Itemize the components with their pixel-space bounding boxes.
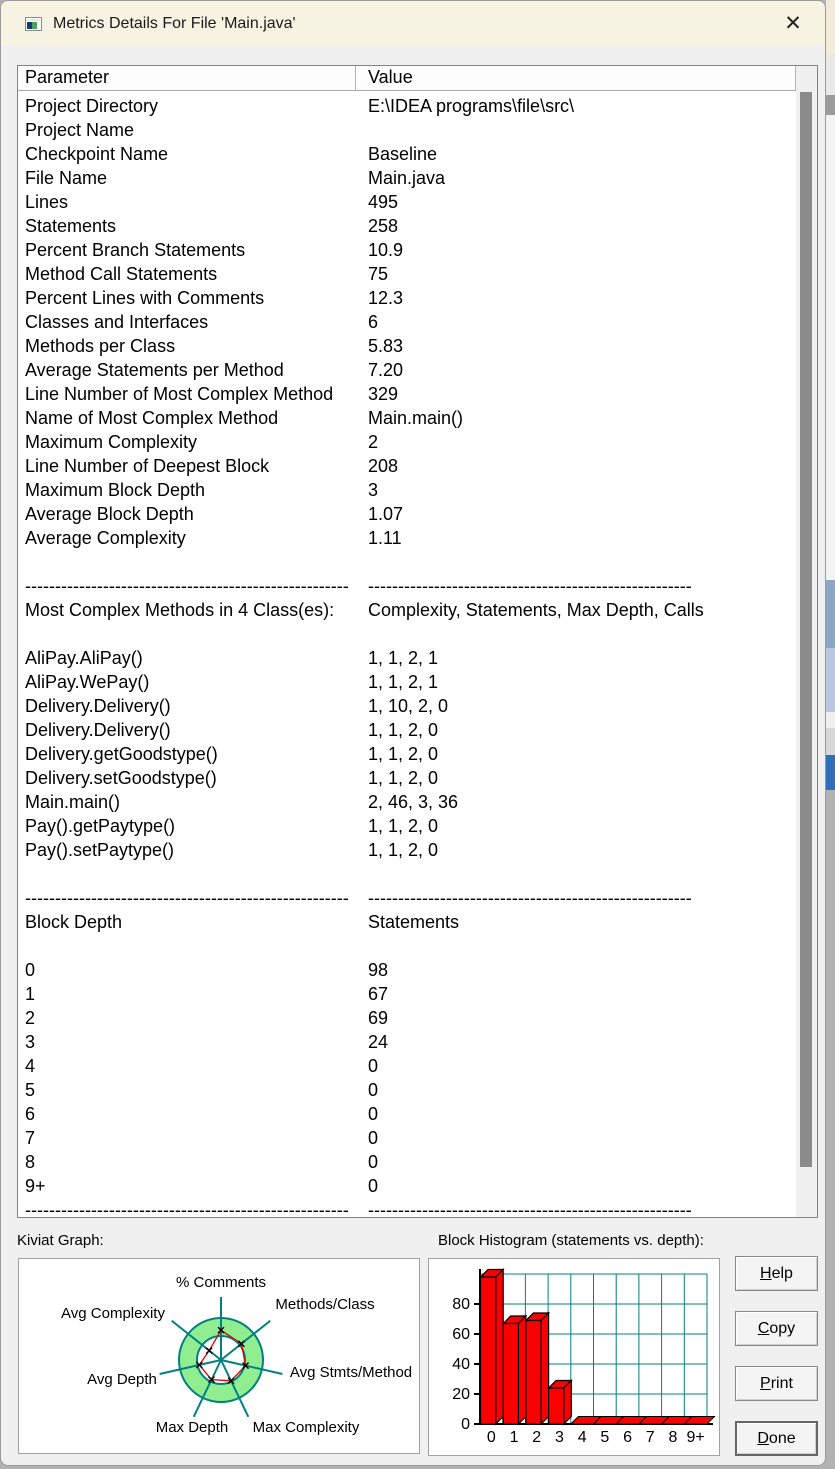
bg-segment [826,728,835,755]
parameter-cell: Maximum Complexity [25,432,198,452]
value-cell: ------------------------------------------------------ [368,888,692,908]
value-cell: 1.11 [368,528,402,548]
kiviat-axis-label: Methods/Class [275,1296,375,1313]
table-row [18,1126,796,1150]
value-cell [356,934,796,958]
value-cell: Baseline [368,144,438,164]
bg-segment [826,755,835,790]
kiviat-radar-chart [19,1259,419,1453]
table-body [18,91,796,1217]
column-header-value[interactable]: Value [356,66,796,90]
parameter-cell: Name of Most Complex Method [25,408,279,428]
parameter-cell: 4 [25,1056,36,1076]
parameter-cell: 1 [25,984,36,1004]
value-cell: 0 [368,1128,379,1148]
bg-segment [826,712,835,728]
bg-segment [826,790,835,1469]
copy-button[interactable]: C opy [735,1311,818,1346]
y-tick-label: 40 [452,1356,470,1373]
table-row [18,790,796,814]
y-tick-label: 20 [452,1386,470,1403]
table-row [18,142,796,166]
value-cell: 75 [368,264,389,284]
parameter-cell: ------------------------------------------------------ [25,888,349,908]
x-tick-label: 5 [600,1429,610,1446]
table-row [18,238,796,262]
kiviat-axis-label: Max Depth [155,1419,229,1436]
value-cell: 0 [368,1056,379,1076]
table-row [18,478,796,502]
value-cell: 67 [368,984,389,1004]
parameter-cell: Delivery.setGoodstype() [25,768,217,788]
kiviat-axis-label: Avg Depth [87,1371,157,1388]
y-tick-label: 0 [461,1416,470,1433]
parameter-cell: Line Number of Most Complex Method [25,384,334,404]
value-cell: 98 [368,960,389,980]
table-row [18,94,796,118]
parameter-cell: ------------------------------------------------------ [25,576,349,596]
parameter-cell: Project Directory [25,96,159,116]
table-row [18,646,796,670]
parameter-cell: Average Block Depth [25,504,194,524]
bg-segment [826,648,835,712]
parameter-cell: AliPay.WePay() [25,672,150,692]
table-row [18,694,796,718]
value-cell: 12.3 [368,288,404,308]
value-cell: ------------------------------------------------------ [368,576,692,596]
parameter-cell: Methods per Class [25,336,176,356]
parameter-cell: 6 [25,1104,36,1124]
table-row [18,814,796,838]
value-cell: 1, 1, 2, 0 [368,720,439,740]
block-histogram-chart [429,1259,719,1455]
vertical-scrollbar[interactable] [796,66,817,1217]
table-row [18,382,796,406]
table-row [18,358,796,382]
parameter-cell: Average Complexity [25,528,186,548]
title-bar [1,1,825,46]
table-row [18,214,796,238]
close-icon[interactable]: ✕ [784,11,802,35]
table-row [18,118,796,142]
parameter-cell [18,550,356,574]
x-tick-label: 4 [577,1429,587,1446]
parameter-cell: Delivery.Delivery() [25,696,171,716]
table-row [18,934,796,958]
value-cell: 1, 1, 2, 0 [368,840,439,860]
parameter-cell: Maximum Block Depth [25,480,206,500]
table-row [18,190,796,214]
x-tick-label: 2 [532,1429,542,1446]
table-row [18,334,796,358]
app-icon [25,17,42,31]
value-cell: 3 [368,480,379,500]
parameter-cell: Block Depth [25,912,123,932]
table-row [18,1198,796,1217]
table-row [18,670,796,694]
table-row [18,310,796,334]
kiviat-axis-label: Avg Stmts/Method [289,1364,413,1381]
parameter-cell [18,862,356,886]
table-row [18,622,796,646]
x-tick-label: 1 [509,1429,519,1446]
table-row [18,910,796,934]
table-row [18,766,796,790]
parameter-cell: Percent Lines with Comments [25,288,265,308]
metrics-table-main [18,66,796,1217]
value-cell: 258 [368,216,399,236]
table-row [18,286,796,310]
table-row [18,598,796,622]
table-row [18,262,796,286]
value-cell [356,862,796,886]
help-button[interactable]: H elp [735,1256,818,1291]
parameter-cell: Delivery.getGoodstype() [25,744,218,764]
kiviat-graph-label: Kiviat Graph: [17,1232,104,1249]
x-tick-label: 3 [554,1429,564,1446]
table-row [18,1078,796,1102]
value-cell: Statements [368,912,460,932]
value-cell: 2 [368,432,379,452]
table-row [18,550,796,574]
window-title: Metrics Details For File 'Main.java' [53,14,296,32]
value-cell: 24 [368,1032,389,1052]
parameter-cell: Main.main() [25,792,121,812]
table-row [18,454,796,478]
kiviat-axis-label: Max Complexity [252,1419,360,1436]
parameter-cell: Pay().setPaytype() [25,840,175,860]
done-button[interactable]: D one [735,1421,818,1456]
parameter-cell: File Name [25,168,108,188]
value-cell: 6 [368,312,379,332]
value-cell: ------------------------------------------------------ [368,1200,692,1217]
table-row [18,982,796,1006]
value-cell: 1, 1, 2, 1 [368,672,439,692]
x-tick-label: 0 [486,1429,496,1446]
value-cell: 0 [368,1080,379,1100]
table-row [18,838,796,862]
table-row [18,574,796,598]
table-row [18,502,796,526]
parameter-cell: 9+ [25,1176,46,1196]
table-row [18,430,796,454]
parameter-cell: Line Number of Deepest Block [25,456,270,476]
parameter-cell [18,934,356,958]
value-cell [356,550,796,574]
parameter-cell: Statements [25,216,117,236]
parameter-cell: 7 [25,1128,36,1148]
value-cell: 69 [368,1008,389,1028]
value-cell: 0 [368,1176,379,1196]
table-row [18,526,796,550]
table-row [18,1174,796,1198]
value-cell: E:\IDEA programs\file\src\ [368,96,575,116]
parameter-cell: Most Complex Methods in 4 Class(es): [25,600,335,620]
parameter-cell: Method Call Statements [25,264,218,284]
table-row [18,1150,796,1174]
metrics-table [17,65,818,1218]
value-cell: 1, 1, 2, 1 [368,648,439,668]
value-cell: 1, 1, 2, 0 [368,768,439,788]
bg-segment [826,115,835,580]
background-window-sliver [826,0,835,1469]
parameter-cell: Pay().getPaytype() [25,816,176,836]
table-row [18,742,796,766]
parameter-cell: 5 [25,1080,36,1100]
value-cell: Complexity, Statements, Max Depth, Calls [368,600,704,620]
table-row [18,1006,796,1030]
table-row [18,886,796,910]
table-header [18,66,796,91]
value-cell [356,622,796,646]
value-cell: 1, 1, 2, 0 [368,816,439,836]
value-cell: 1.07 [368,504,404,524]
value-cell: 5.83 [368,336,404,356]
value-cell: Main.main() [368,408,464,428]
parameter-cell: 8 [25,1152,36,1172]
histogram-label: Block Histogram (statements vs. depth): [438,1232,704,1249]
table-row [18,1054,796,1078]
bg-segment [826,55,835,95]
table-row [18,1102,796,1126]
parameter-cell: 0 [25,960,36,980]
value-cell: 495 [368,192,399,212]
bg-segment [826,580,835,648]
parameter-cell: Delivery.Delivery() [25,720,171,740]
value-cell: 1, 1, 2, 0 [368,744,439,764]
bg-segment [826,95,835,115]
parameter-cell: 3 [25,1032,36,1052]
value-cell: 329 [368,384,399,404]
table-row [18,718,796,742]
parameter-cell: AliPay.AliPay() [25,648,143,668]
value-cell: 7.20 [368,360,404,380]
value-cell: 2, 46, 3, 36 [368,792,459,812]
value-cell: 10.9 [368,240,404,260]
x-tick-label: 8 [668,1429,678,1446]
parameter-cell: ------------------------------------------------------ [25,1200,349,1217]
value-cell: 208 [368,456,399,476]
parameter-cell: Average Statements per Method [25,360,284,380]
parameter-cell: Checkpoint Name [25,144,169,164]
parameter-cell [18,622,356,646]
value-cell: 1, 10, 2, 0 [368,696,449,716]
kiviat-axis-label: Avg Complexity [61,1305,165,1322]
table-row [18,406,796,430]
scrollbar-thumb[interactable] [800,92,812,1167]
x-tick-label: 6 [623,1429,633,1446]
table-row [18,958,796,982]
parameter-cell: Project Name [25,120,135,140]
kiviat-axis-label: % Comments [175,1274,267,1291]
parameter-cell: 2 [25,1008,36,1028]
print-button[interactable]: P rint [735,1366,818,1401]
column-header-parameter[interactable]: Parameter [18,66,356,90]
table-row [18,166,796,190]
parameter-cell: Classes and Interfaces [25,312,209,332]
x-tick-label: 9+ [686,1429,705,1446]
value-cell: Main.java [368,168,446,188]
table-row [18,862,796,886]
value-cell: 0 [368,1104,379,1124]
y-tick-label: 60 [452,1326,470,1343]
histogram-panel [428,1258,720,1456]
parameter-cell: Percent Branch Statements [25,240,246,260]
value-cell [356,118,796,142]
parameter-cell: Lines [25,192,69,212]
y-tick-label: 80 [452,1296,470,1313]
table-row [18,1030,796,1054]
bg-segment [826,0,835,55]
value-cell: 0 [368,1152,379,1172]
kiviat-graph-panel [18,1258,420,1454]
x-tick-label: 7 [645,1429,655,1446]
